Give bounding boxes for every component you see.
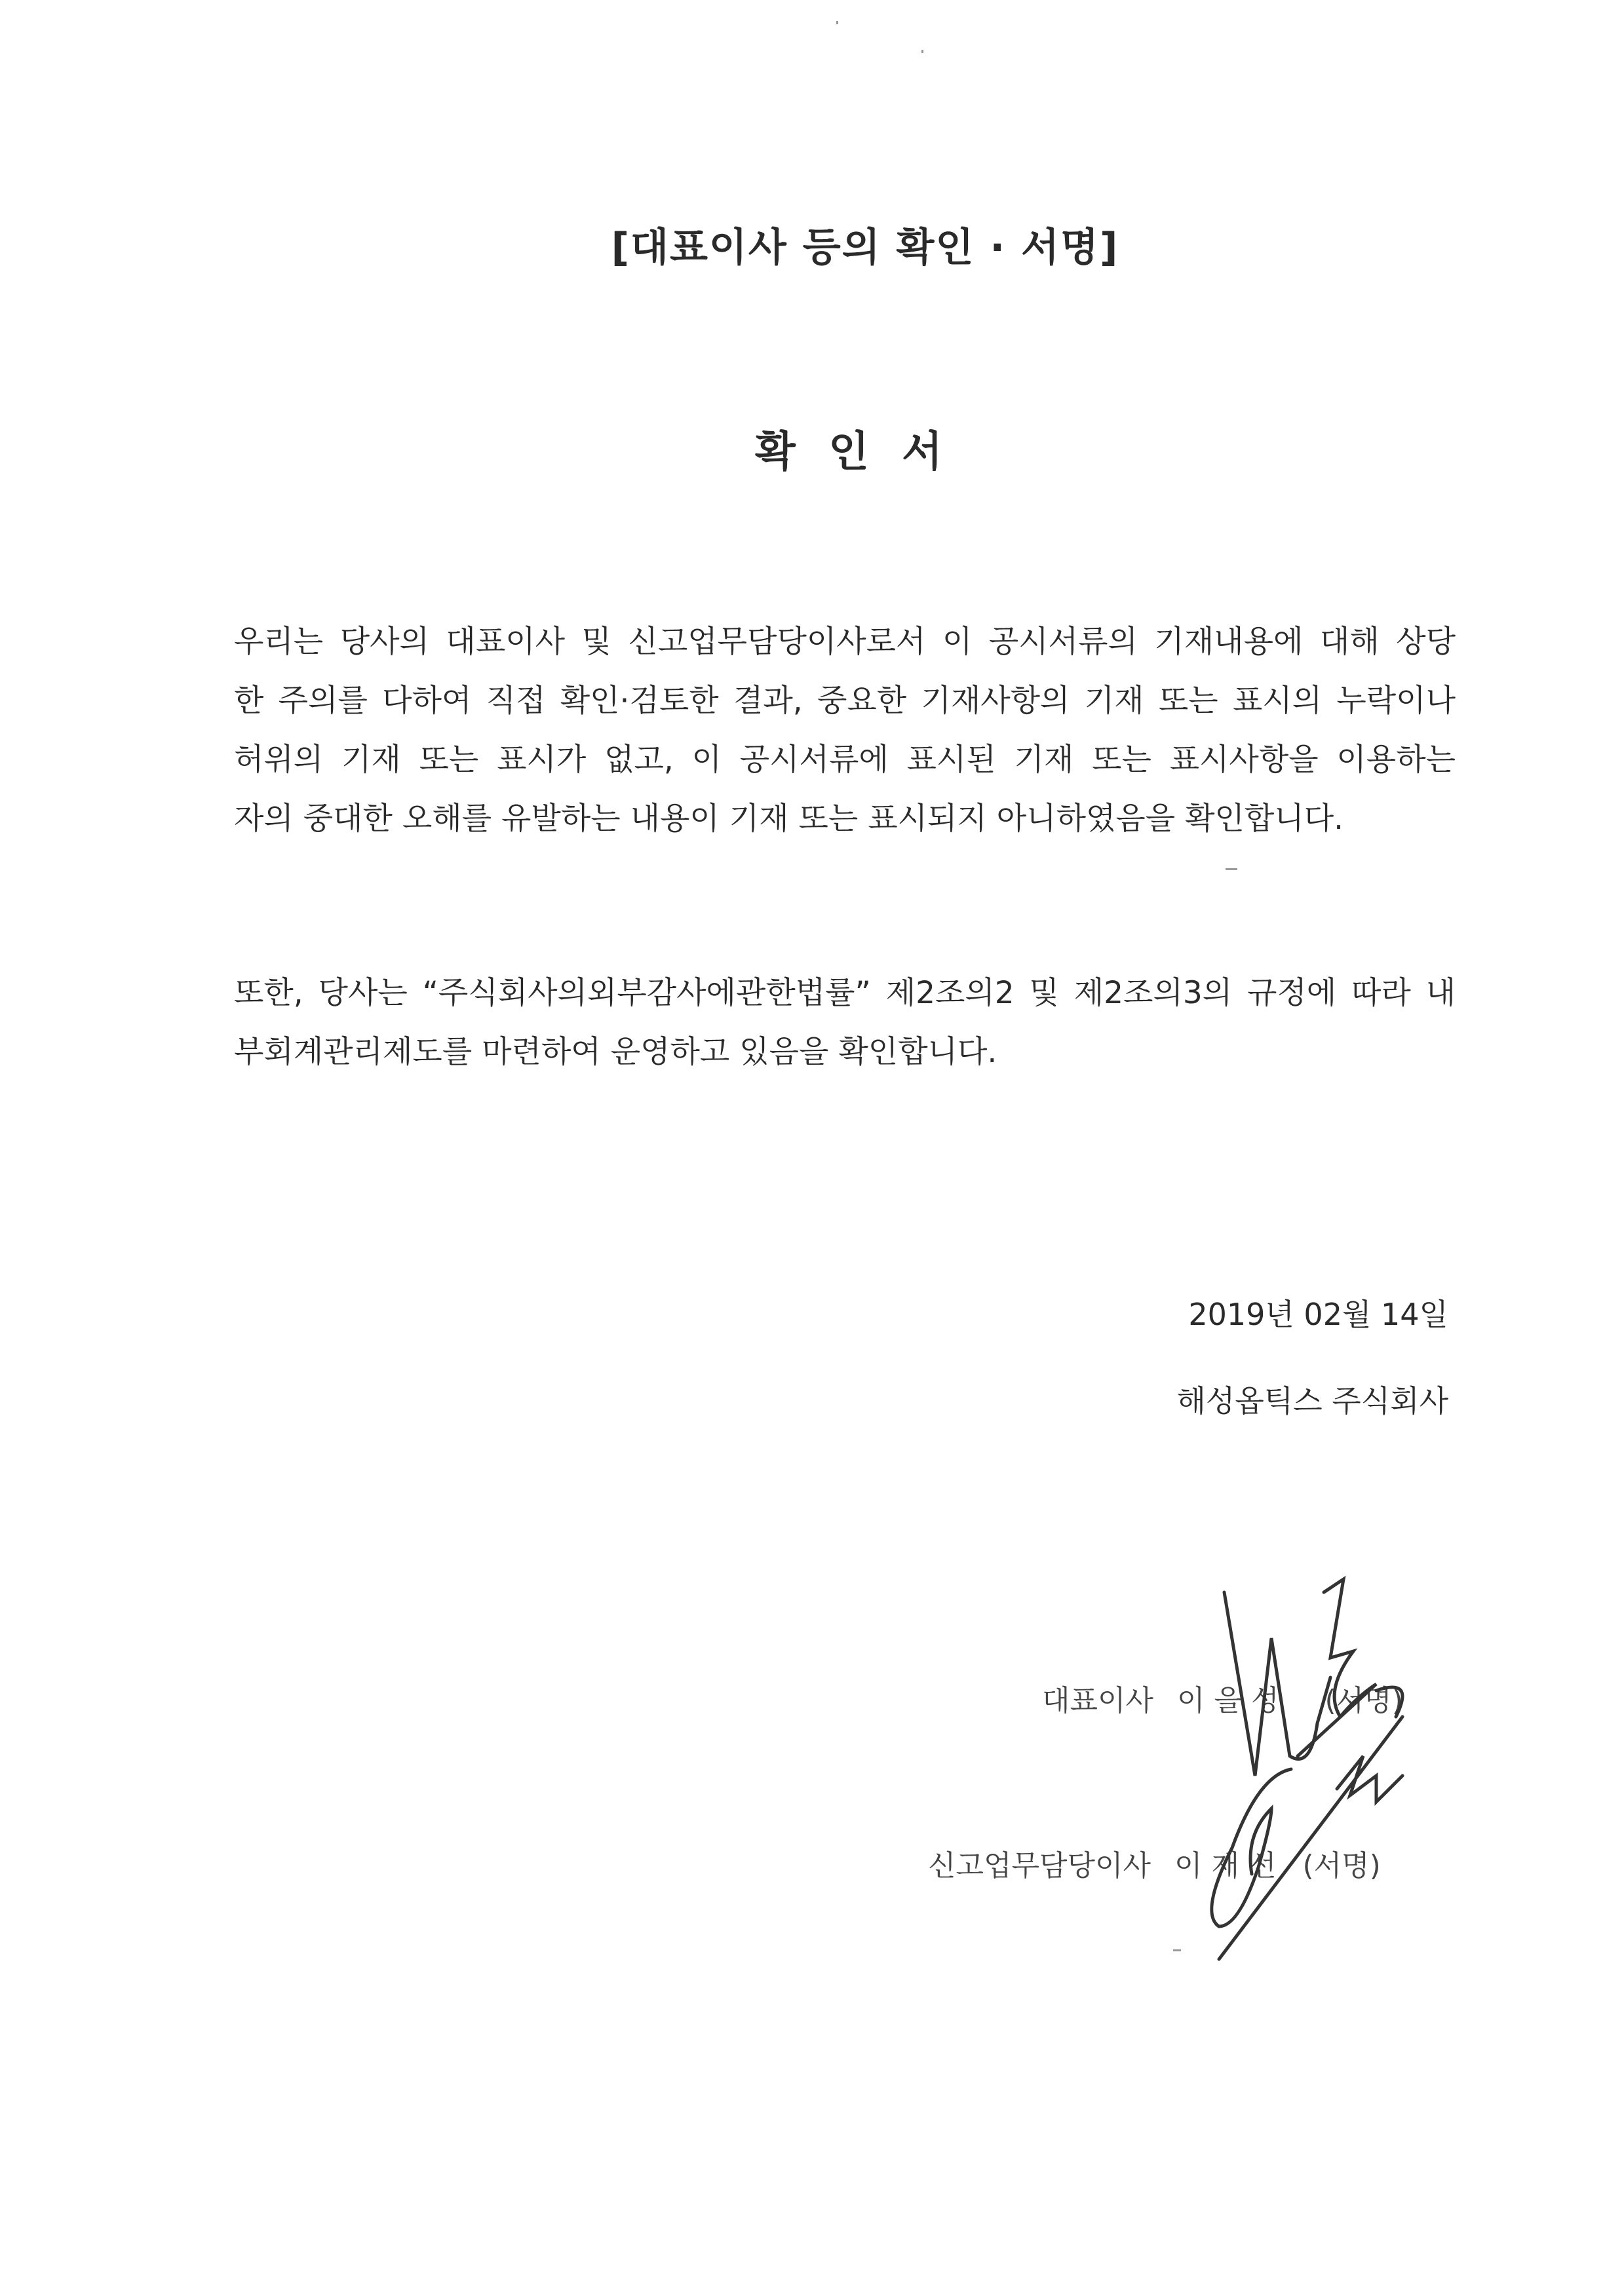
paragraph-line: 부회계관리제도를 마련하여 운영하고 있음을 확인합니다. — [234, 1034, 997, 1070]
scan-speck — [836, 21, 838, 24]
signature-officer — [1212, 1687, 1402, 1959]
document-title: 확 인 서 — [754, 428, 943, 476]
signature-label: (서명) — [1302, 1849, 1381, 1883]
internal-control-paragraph — [234, 974, 1456, 1092]
scan-speck — [921, 50, 923, 53]
paragraph-line: 한 주의를 다하여 직접 확인·검토한 결과, 중요한 기재사항의 기재 또는 표시의 누락이나 — [234, 683, 1456, 719]
signer-role: 신고업무담당이사 — [927, 1849, 1151, 1883]
signer-role: 대표이사 — [1041, 1684, 1153, 1717]
signer-name: 이 재 선 — [1174, 1849, 1277, 1883]
paragraph-line: 우리는 당사의 대표이사 및 신고업무담당이사로서 이 공시서류의 기재내용에 대해 상당 — [234, 624, 1456, 660]
signature-label: (서명) — [1324, 1684, 1403, 1717]
paragraph-line: 자의 중대한 오해를 유발하는 내용이 기재 또는 표시되지 아니하였음을 확인합니다. — [234, 801, 1344, 837]
document-date: 2019년 02월 14일 — [1188, 1297, 1448, 1332]
paragraph-line: 허위의 기재 또는 표시가 없고, 이 공시서류에 표시된 기재 또는 표시사항을 이용하는 — [234, 742, 1456, 778]
scan-speck — [1226, 868, 1237, 870]
scan-speck — [1173, 1949, 1181, 1951]
company-name: 해성옵틱스 주식회사 — [1176, 1383, 1448, 1419]
confirmation-paragraph — [234, 622, 1456, 858]
handwritten-signatures — [1180, 1559, 1573, 1966]
signer-name: 이 을 성 — [1177, 1684, 1279, 1717]
paragraph-line: 또한, 당사는 “주식회사의외부감사에관한법률” 제2조의2 및 제2조의3의 규정에 따라 내 — [234, 975, 1456, 1011]
signature-ceo — [1224, 1579, 1376, 1776]
section-heading: [대표이사 등의 확인 · 서명] — [611, 225, 1119, 271]
